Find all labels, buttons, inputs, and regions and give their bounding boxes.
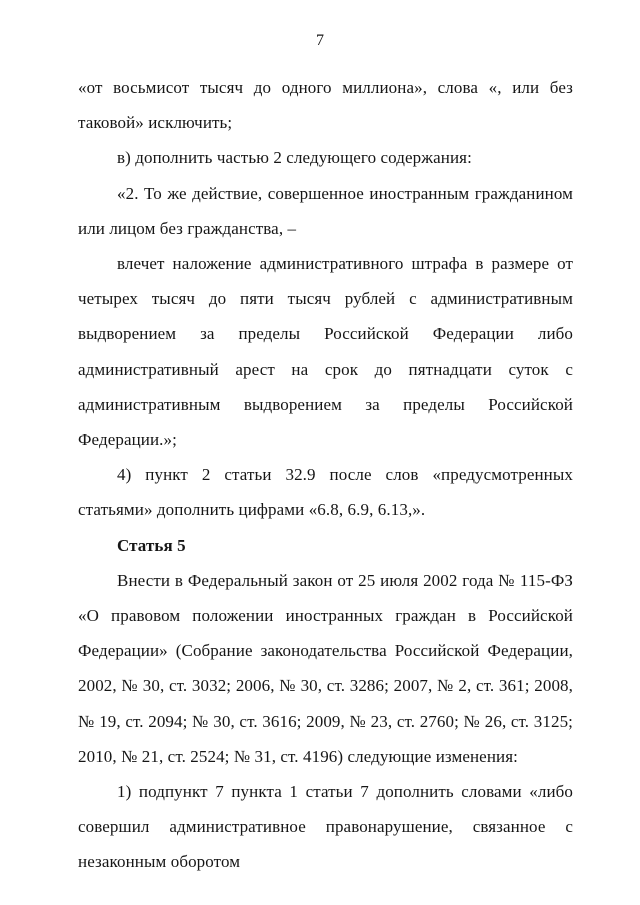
article-heading: Статья 5 <box>117 535 186 555</box>
paragraph: в) дополнить частью 2 следующего содержания: <box>117 148 472 168</box>
paragraph: «2. То же действие, совершенное иностранным гражданином или лицом без гражданства, – <box>78 183 573 238</box>
page-number: 7 <box>316 32 324 49</box>
paragraph: «от восьмисот тысяч до одного миллиона», слова «, или без таковой» исключить; <box>78 78 573 133</box>
paragraph: 1) подпункт 7 пункта 1 статьи 7 дополнить словами «либо совершил административное правонарушение, связанное с незаконным оборотом <box>78 782 573 872</box>
document-body <box>78 70 573 880</box>
paragraph: Внести в Федеральный закон от 25 июля 2002 года № 115-ФЗ «О правовом положении иностранных граждан в Российской Федерации» (Собрание законодательства Российской Федерации, 2002, № 30, ст. 3032; 2006, № 30, ст. 3286; 2007, № 2, ст. 361; 2008, № 19, ст. 2094; № 30, ст. 3616; 2009, № 23, ст. 2760; № 26, ст. 3125; 2010, № 21, ст. 2524; № 31, ст. 4196) следующие изменения: <box>78 570 573 766</box>
paragraph: 4) пункт 2 статьи 32.9 после слов «предусмотренных статьями» дополнить цифрами «6.8, 6.9, 6.13,». <box>78 465 573 520</box>
paragraph: влечет наложение административного штрафа в размере от четырех тысяч до пяти тысяч рублей с административным выдворением за пределы Российской Федерации либо административный арест на срок до пятнадцати суток с административным выдворением за пределы Российской Федерации.»; <box>78 254 573 450</box>
